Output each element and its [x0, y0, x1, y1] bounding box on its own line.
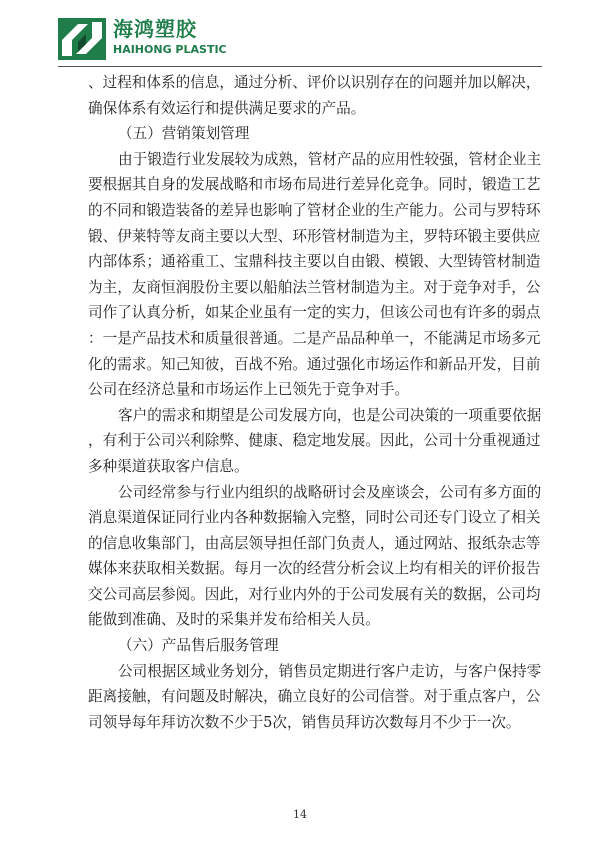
text-line: 要根据其自身的发展战略和市场布局进行差异化竞争。同时，锻造工艺 — [88, 176, 541, 194]
text-line: 交公司高层参阅。因此，对行业内外的于公司发展有关的数据，公司均 — [88, 585, 541, 603]
text-line: 的信息收集部门，由高层领导担任部门负责人，通过网站、报纸杂志等 — [88, 534, 541, 552]
text-line: 客户的需求和期望是公司发展方向，也是公司决策的一项重要依据 — [118, 406, 542, 424]
text-line: 媒体来获取相关数据。每月一次的经营分析会议上均有相关的评价报告 — [88, 560, 541, 578]
text-line: 的不同和锻造装备的差异也影响了管材企业的生产能力。公司与罗特环 — [88, 201, 541, 219]
text-line: 为主，友商恒润股份主要以船舶法兰管材制造为主。对于竞争对手，公 — [88, 278, 541, 296]
text-line: （六）产品售后服务管理 — [118, 637, 279, 655]
text-line: 司领导每年拜访次数不少于5次，销售员拜访次数每月不少于一次。 — [88, 713, 521, 731]
brand-name-chinese: 海鸿塑胶 — [113, 17, 197, 41]
text-line: ，有利于公司兴利除弊、健康、稳定地发展。因此，公司十分重视通过 — [88, 432, 541, 450]
page-number: 14 — [293, 808, 307, 821]
text-line: 公司经常参与行业内组织的战略研讨会及座谈会，公司有多方面的 — [118, 483, 542, 501]
text-line: 司作了认真分析，如某企业虽有一定的实力，但该公司也有许多的弱点 — [88, 304, 541, 322]
text-line: 距离接触，有问题及时解决，确立良好的公司信誉。对于重点客户，公 — [88, 688, 541, 706]
haihong-logo-icon — [58, 18, 106, 60]
text-line: 公司在经济总量和市场运作上已领先于竞争对手。 — [88, 381, 410, 399]
text-line: 锻、伊莱特等友商主要以大型、环形管材制造为主，罗特环锻主要供应 — [88, 227, 541, 245]
text-line: 内部体系；通裕重工、宝鼎科技主要以自由锻、模锻、大型铸管材制造 — [88, 253, 541, 271]
document-body — [88, 70, 544, 735]
text-line: 化的需求。知己知彼，百战不殆。通过强化市场运作和新品开发，目前 — [88, 355, 541, 373]
text-line: 、过程和体系的信息，通过分析、评价以识别存在的问题并加以解决， — [88, 74, 541, 91]
text-line: 多种渠道获取客户信息。 — [88, 457, 249, 475]
text-line: 消息渠道保证同行业内各种数据输入完整，同时公司还专门设立了相关 — [88, 509, 541, 527]
text-line: 由于锻造行业发展较为成熟，管材产品的应用性较强，管材企业主 — [118, 150, 542, 168]
brand-name-english: HAIHONG PLASTIC — [113, 43, 227, 56]
text-line: 能做到准确、及时的采集并发布给相关人员。 — [88, 611, 380, 629]
text-line: ：一是产品技术和质量很普通。二是产品品种单一，不能满足市场多元 — [88, 329, 541, 347]
text-line: 确保体系有效运行和提供满足要求的产品。 — [88, 99, 366, 117]
text-line: 公司根据区域业务划分，销售员定期进行客户走访，与客户保持零 — [118, 662, 542, 680]
header-divider — [58, 66, 542, 67]
text-line: （五）营销策划管理 — [118, 125, 250, 143]
